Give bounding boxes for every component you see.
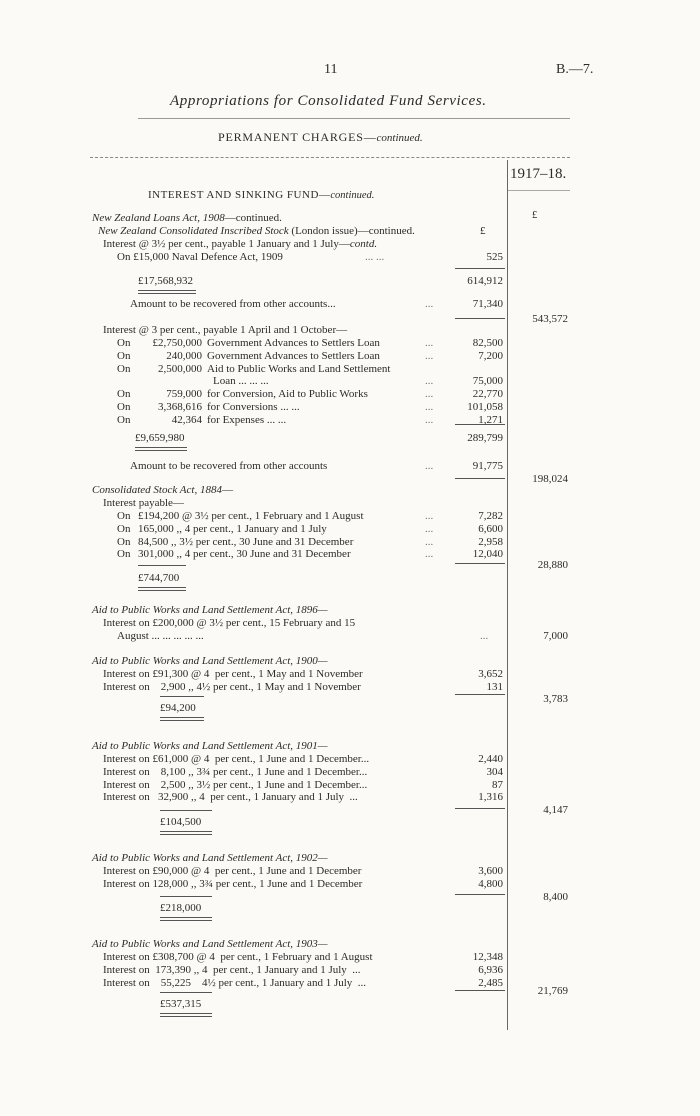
interest-payable: Interest payable— [103, 497, 184, 509]
rule [160, 810, 212, 811]
page-number: 11 [324, 62, 338, 77]
dots: ... [425, 510, 434, 522]
row-on: On [117, 388, 131, 401]
row-value: 12,348 [472, 951, 503, 963]
dots: ... [425, 401, 434, 413]
heading-continued: continued. [330, 190, 375, 201]
interest-row-text: Interest on 128,000 ,, 3¾ per cent., 1 June and 1 December [103, 877, 363, 890]
subtitle-main: PERMANENT CHARGES— [218, 130, 377, 144]
dots: ... [425, 548, 434, 561]
aid-1900-act: Aid to Public Works and Land Settlement Act, 1900— [92, 655, 328, 667]
rule [138, 565, 186, 566]
row-value: 2,440 [478, 753, 503, 765]
aid-1896-line1: Interest on £200,000 @ 3½ per cent., 15 February and 15 [103, 617, 356, 629]
capital-total: £537,315 [160, 998, 202, 1010]
row-value: 7,200 [478, 349, 503, 362]
row-amount: 42,364 [171, 413, 202, 426]
rule [160, 992, 212, 993]
row-description: Loan ... ... ... [213, 375, 269, 388]
row-description: for Conversions ... ... [207, 401, 300, 413]
aid-1902-act: Aid to Public Works and Land Settlement Act, 1902— [92, 852, 328, 864]
nz-loans-act [92, 212, 282, 225]
capital-double-rule [138, 587, 186, 591]
interest-row-text: Interest on 8,100 ,, 3¾ per cent., 1 June and 1 December... [103, 765, 368, 778]
row-value: 7,282 [478, 510, 503, 522]
row-value: 2,485 [478, 976, 503, 989]
interest-row-text: Interest on £91,300 @ 4 per cent., 1 May and 1 November [103, 668, 363, 680]
sum-rule [455, 478, 505, 479]
dots: ... [425, 337, 434, 349]
net-value: 21,769 [537, 985, 568, 997]
row-description: Government Advances to Settlers Loan [207, 349, 380, 362]
row-on: On [117, 362, 131, 375]
row-value: 304 [486, 765, 503, 778]
recovered-label: Amount to be recovered from other accounts... [130, 298, 336, 310]
dots: ... [425, 535, 434, 548]
subtitle-continued: continued. [376, 132, 423, 144]
capital-total: £94,200 [160, 702, 196, 714]
interest-sinking-heading [148, 189, 374, 202]
sum-rule [455, 424, 505, 425]
row-description: for Conversion, Aid to Public Works [207, 388, 368, 401]
naval-defence-value: 525 [486, 251, 503, 263]
row-text: 301,000 ,, 4 per cent., 30 June and 31 December [138, 548, 351, 561]
dots: ... [425, 349, 434, 362]
year-header-rule [508, 190, 570, 191]
net-value: 7,000 [543, 630, 568, 642]
row-on: On [117, 337, 131, 349]
row-value: 2,958 [478, 535, 503, 548]
capital-double-rule [160, 1013, 212, 1017]
sum-rule [455, 694, 505, 695]
row-amount: 240,000 [166, 349, 202, 362]
row-value: 1,316 [478, 791, 503, 804]
row-value: 4,800 [478, 877, 503, 890]
interest-row-text: Interest on 2,500 ,, 3½ per cent., 1 June and 1 December... [103, 778, 368, 791]
interest-text: Interest @ 3½ per cent., payable 1 January and 1 July— [103, 238, 350, 250]
interest-row-text: Interest on 173,390 ,, 4 per cent., 1 January and 1 July ... [103, 963, 361, 976]
interest-row-text: Interest on 32,900 ,, 4 per cent., 1 January and 1 July ... [103, 791, 358, 804]
row-value: 101,058 [467, 401, 503, 413]
row-on: On [117, 510, 131, 522]
year-column-header: 1917–18. [510, 166, 567, 182]
header-dashed-rule [90, 157, 570, 158]
net-value: 543,572 [532, 313, 568, 325]
interest-contd: contd. [349, 238, 378, 250]
dots: ... [425, 413, 434, 426]
row-on: On [117, 548, 131, 561]
title-rule [138, 118, 570, 119]
row-amount: 2,500,000 [158, 362, 202, 375]
net-value: 4,147 [543, 804, 568, 816]
row-description: for Expenses ... ... [207, 413, 287, 426]
capital-total: £218,000 [160, 902, 202, 914]
interest-row-text: Interest on 55,225 4½ per cent., 1 January and 1 July ... [103, 976, 367, 989]
capital-double-rule [160, 831, 212, 835]
naval-defence-line: On £15,000 Naval Defence Act, 1909 [117, 251, 283, 263]
row-value: 87 [492, 778, 503, 791]
row-text: 84,500 ,, 3½ per cent., 30 June and 31 December [138, 535, 354, 548]
recovered-label: Amount to be recovered from other accounts [130, 460, 328, 472]
net-value: 3,783 [543, 693, 568, 705]
aid-1896-line2: August ... ... ... ... ... [117, 630, 204, 642]
dots: ... ... [365, 251, 385, 263]
row-value: 131 [486, 680, 503, 693]
aid-1903-act: Aid to Public Works and Land Settlement Act, 1903— [92, 938, 328, 950]
act-name: Consolidated Stock Act, 1884 [92, 484, 222, 496]
row-on: On [117, 401, 131, 413]
interest-row-text: Interest on £90,000 @ 4 per cent., 1 June and 1 December [103, 865, 362, 877]
capital-total: £9,659,980 [135, 432, 185, 444]
stock-line [98, 225, 415, 238]
stock-name: New Zealand Consolidated Inscribed Stock [98, 225, 289, 237]
capital-total: £744,700 [138, 572, 180, 584]
row-value: 75,000 [472, 375, 503, 388]
sum-rule [455, 318, 505, 319]
interest-row-text: Interest on 2,900 ,, 4½ per cent., 1 May and 1 November [103, 680, 361, 693]
capital-double-rule [135, 447, 187, 451]
net-value: 8,400 [543, 891, 568, 903]
row-on: On [117, 349, 131, 362]
interest-line [103, 238, 377, 251]
interest-row-text: Interest on £308,700 @ 4 per cent., 1 February and 1 August [103, 951, 373, 963]
sum-rule [455, 990, 505, 991]
heading-main: INTEREST AND SINKING FUND— [148, 189, 331, 201]
act-continued: —continued. [224, 212, 282, 224]
row-amount: 759,000 [166, 388, 202, 401]
dots: ... [425, 460, 434, 472]
row-amount: £2,750,000 [152, 337, 202, 349]
dots: ... [480, 630, 489, 642]
stock-pound: £ [480, 225, 486, 237]
page-reference: B.—7. [556, 62, 594, 77]
year-column-divider [507, 160, 508, 1030]
year-column-pound: £ [532, 210, 538, 221]
row-on: On [117, 535, 131, 548]
row-on: On [117, 413, 131, 426]
consolidated-stock-act [92, 484, 233, 497]
row-value: 6,600 [478, 522, 503, 535]
row-value: 3,600 [478, 865, 503, 877]
row-on: On [117, 522, 131, 535]
dots: ... [425, 522, 434, 535]
net-value: 28,880 [537, 559, 568, 571]
net-value: 198,024 [532, 473, 568, 485]
row-description: Aid to Public Works and Land Settlement [207, 362, 391, 375]
recovered-value: 91,775 [472, 460, 503, 472]
rule [160, 896, 212, 897]
row-value: 22,770 [472, 388, 503, 401]
row-value: 6,936 [478, 963, 503, 976]
dots: ... [425, 388, 434, 401]
interest-row-text: Interest on £61,000 @ 4 per cent., 1 June and 1 December... [103, 753, 370, 765]
sum-rule [455, 808, 505, 809]
act-dash: — [221, 484, 233, 496]
capital-double-rule [160, 917, 212, 921]
row-text: £194,200 @ 3½ per cent., 1 February and 1 August [138, 510, 364, 522]
row-description: Government Advances to Settlers Loan [207, 337, 380, 349]
recovered-value: 71,340 [472, 298, 503, 310]
interest-3pct-heading: Interest @ 3 per cent., payable 1 April and 1 October— [103, 324, 348, 336]
interest-total: 614,912 [467, 275, 503, 287]
dots: ... [425, 375, 434, 388]
act-name: New Zealand Loans Act, 1908 [92, 212, 225, 224]
sum-rule [455, 563, 505, 564]
dots: ... [425, 298, 434, 310]
capital-total: £104,500 [160, 816, 202, 828]
aid-1901-act: Aid to Public Works and Land Settlement Act, 1901— [92, 740, 328, 752]
row-amount: 3,368,616 [158, 401, 202, 413]
section-subtitle [218, 130, 423, 145]
row-text: 165,000 ,, 4 per cent., 1 January and 1 July [138, 522, 327, 535]
rule [160, 696, 204, 697]
interest-total: 289,799 [467, 432, 503, 444]
aid-1896-act: Aid to Public Works and Land Settlement Act, 1896— [92, 604, 328, 616]
sum-rule [455, 268, 505, 269]
capital-double-rule [138, 290, 196, 294]
sum-rule [455, 894, 505, 895]
capital-total: £17,568,932 [138, 275, 193, 287]
row-value: 1,271 [478, 413, 503, 426]
row-value: 82,500 [472, 337, 503, 349]
row-value: 12,040 [472, 548, 503, 561]
stock-continued: (London issue)—continued. [288, 225, 415, 237]
row-value: 3,652 [478, 668, 503, 680]
capital-double-rule [160, 717, 204, 721]
page-title: Appropriations for Consolidated Fund Services. [170, 93, 487, 109]
